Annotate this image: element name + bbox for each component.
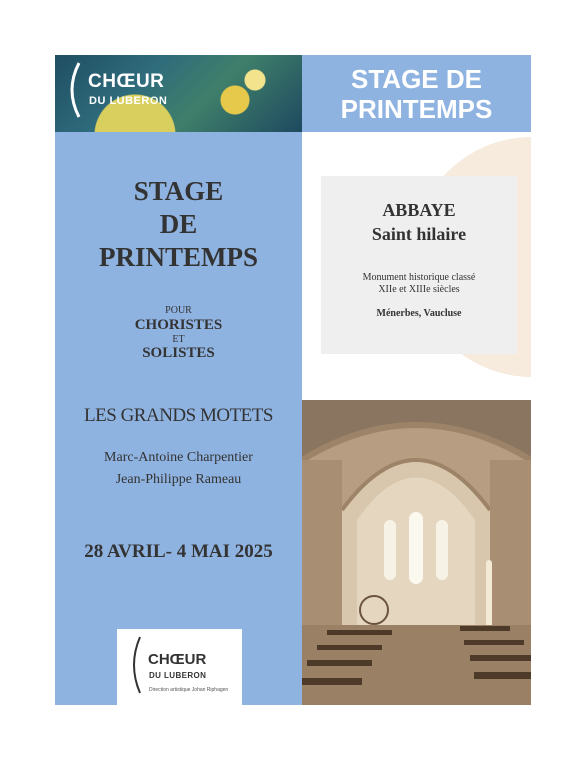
abbey-interior-photo [302, 400, 531, 705]
stage-title-line: DE [159, 209, 198, 239]
poster [55, 55, 531, 705]
banner-title-line: STAGE DE [351, 64, 482, 94]
parenthesis-icon [63, 61, 85, 119]
footer-logo-wordmark: CHŒUR [148, 651, 207, 668]
right-panel [302, 55, 531, 705]
venue-box [321, 176, 517, 354]
pour-label: POUR [165, 305, 192, 316]
choeur-logo [63, 61, 173, 123]
stage-title [55, 175, 302, 274]
banner-artwork [55, 55, 302, 132]
et-label: ET [172, 334, 185, 345]
composer-name: Marc-Antoine Charpentier [104, 450, 253, 465]
logo-wordmark: CHŒUR [88, 71, 165, 92]
banner-title-line: PRINTEMPS [340, 94, 493, 124]
logo-subtitle: DU LUBERON [89, 95, 168, 107]
footer-logo-credit: Direction artistique Johan Riphagen [149, 687, 229, 693]
title-banner [302, 55, 531, 132]
venue-name: Saint hilaire [371, 224, 467, 244]
venue-location: Ménerbes, Vaucluse [376, 308, 462, 319]
venue-title: ABBAYE [382, 200, 456, 220]
stage-title-line: STAGE [133, 176, 224, 206]
choristes-label: CHORISTES [134, 317, 223, 333]
composer-name: Jean-Philippe Rameau [115, 472, 242, 487]
footer-logo [117, 629, 242, 705]
solistes-label: SOLISTES [142, 345, 215, 361]
footer-logo-subtitle: DU LUBERON [149, 671, 207, 680]
event-dates: 28 AVRIL- 4 MAI 2025 [84, 541, 273, 562]
parenthesis-icon [127, 635, 143, 695]
stage-title-line: PRINTEMPS [98, 242, 258, 272]
program-title: LES GRANDS MOTETS [84, 405, 273, 426]
monument-centuries: XIIe et XIIIe siècles [378, 284, 460, 295]
monument-label: Monument historique classé [362, 272, 476, 283]
left-panel [55, 55, 302, 705]
